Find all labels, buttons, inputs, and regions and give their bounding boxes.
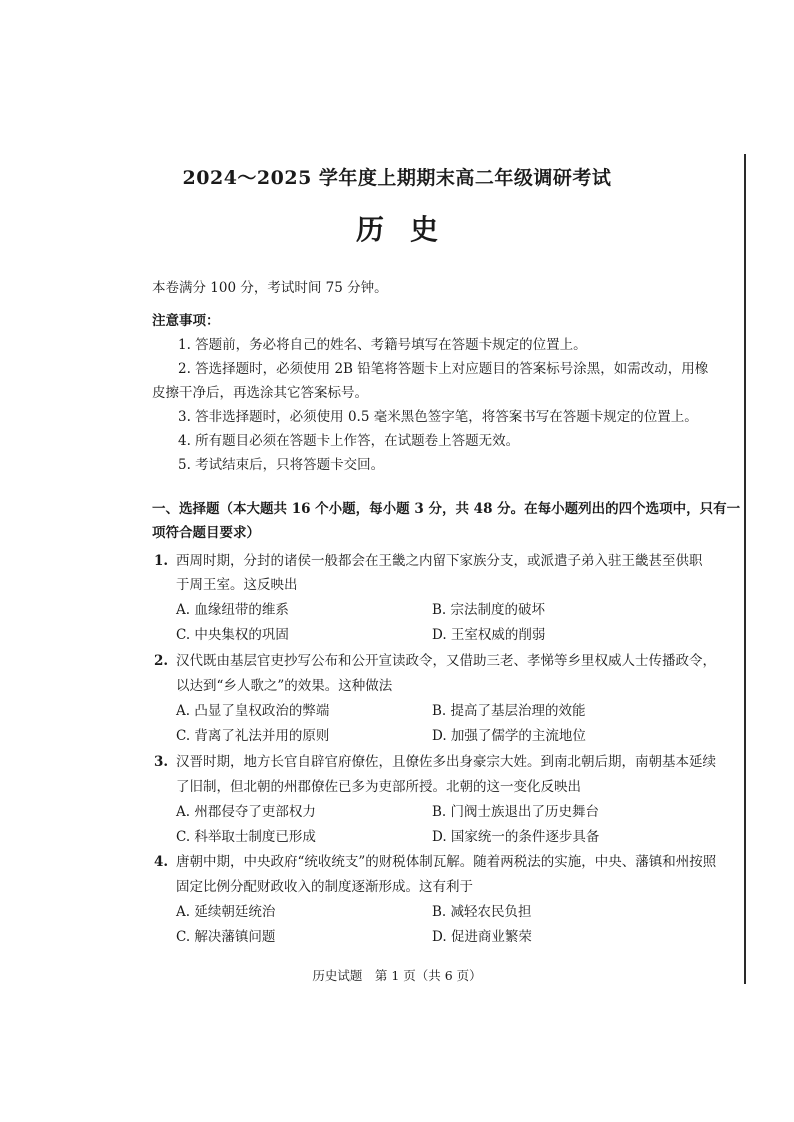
option-b: B. 宗法制度的破坏 bbox=[432, 602, 546, 618]
option-d: D. 国家统一的条件逐步具备 bbox=[432, 829, 600, 845]
option-b: B. 提高了基层治理的效能 bbox=[432, 703, 586, 719]
note-4: 4. 所有题目必须在答题卡上作答，在试题卷上答题无效。 bbox=[178, 433, 520, 449]
option-a: A. 凸显了皇权政治的弊端 bbox=[176, 703, 330, 719]
note-3: 3. 答非选择题时，必须使用 0.5 毫米黑色签字笔，将答案书写在答题卡规定的位置上。 bbox=[178, 409, 698, 425]
option-a: A. 州郡侵夺了吏部权力 bbox=[176, 804, 316, 820]
notes-title: 注意事项： bbox=[152, 313, 220, 329]
question-stem: 汉代既由基层官吏抄写公布和公开宣读政令，又借助三老、孝悌等乡里权威人士传播政令， bbox=[176, 653, 716, 669]
option-b: B. 门阀士族退出了历史舞台 bbox=[432, 804, 600, 820]
question-stem: 西周时期，分封的诸侯一般都会在王畿之内留下家族分支，或派遣子弟入驻王畿甚至供职 bbox=[176, 553, 703, 569]
question-stem: 了旧制，但北朝的州郡僚佐已多为吏部所授。北朝的这一变化反映出 bbox=[176, 779, 581, 795]
option-c: C. 解决藩镇问题 bbox=[176, 929, 276, 945]
subject-title: 历史 bbox=[355, 213, 464, 246]
exam-title: 2024～2025 学年度上期期末高二年级调研考试 bbox=[182, 167, 612, 189]
question-number: 3. bbox=[154, 754, 169, 770]
option-c: C. 科举取士制度已形成 bbox=[176, 829, 316, 845]
question-number: 1. bbox=[154, 553, 169, 569]
binding-rule bbox=[744, 154, 746, 984]
option-d: D. 促进商业繁荣 bbox=[432, 929, 532, 945]
section-heading-cont: 项符合题目要求） bbox=[152, 525, 260, 541]
question-stem: 唐朝中期，中央政府“统收统支”的财税体制瓦解。随着两税法的实施，中央、藩镇和州按照 bbox=[176, 854, 717, 870]
option-c: C. 背离了礼法并用的原则 bbox=[176, 728, 330, 744]
question-stem: 于周王室。这反映出 bbox=[176, 577, 298, 593]
section-heading: 一、选择题（本大题共 16 个小题，每小题 3 分，共 48 分。在每小题列出的四个选项中，只有一 bbox=[152, 501, 741, 517]
note-5: 5. 考试结束后，只将答题卡交回。 bbox=[178, 457, 385, 473]
option-d: D. 加强了儒学的主流地位 bbox=[432, 728, 586, 744]
question-number: 2. bbox=[154, 653, 169, 669]
question-stem: 以达到“乡人歌之”的效果。这种做法 bbox=[176, 678, 393, 694]
option-b: B. 减轻农民负担 bbox=[432, 904, 532, 920]
option-d: D. 王室权威的削弱 bbox=[432, 627, 546, 643]
option-a: A. 延续朝廷统治 bbox=[176, 904, 276, 920]
note-2: 2. 答选择题时，必须使用 2B 铅笔将答题卡上对应题目的答案标号涂黑，如需改动，用橡 bbox=[178, 361, 709, 377]
score-time-text: 本卷满分 100 分，考试时间 75 分钟。 bbox=[152, 280, 388, 296]
question-stem: 汉晋时期，地方长官自辟官府僚佐，且僚佐多出身豪宗大姓。到南北朝后期，南朝基本延续 bbox=[176, 754, 716, 770]
question-number: 4. bbox=[154, 854, 169, 870]
note-2-cont: 皮擦干净后，再选涂其它答案标号。 bbox=[152, 385, 368, 401]
option-a: A. 血缘纽带的维系 bbox=[176, 602, 289, 618]
question-stem: 固定比例分配财政收入的制度逐渐形成。这有利于 bbox=[176, 879, 473, 895]
page-footer: 历史试题 第 1 页（共 6 页） bbox=[312, 968, 482, 983]
note-1: 1. 答题前，务必将自己的姓名、考籍号填写在答题卡规定的位置上。 bbox=[178, 337, 587, 353]
option-c: C. 中央集权的巩固 bbox=[176, 627, 289, 643]
